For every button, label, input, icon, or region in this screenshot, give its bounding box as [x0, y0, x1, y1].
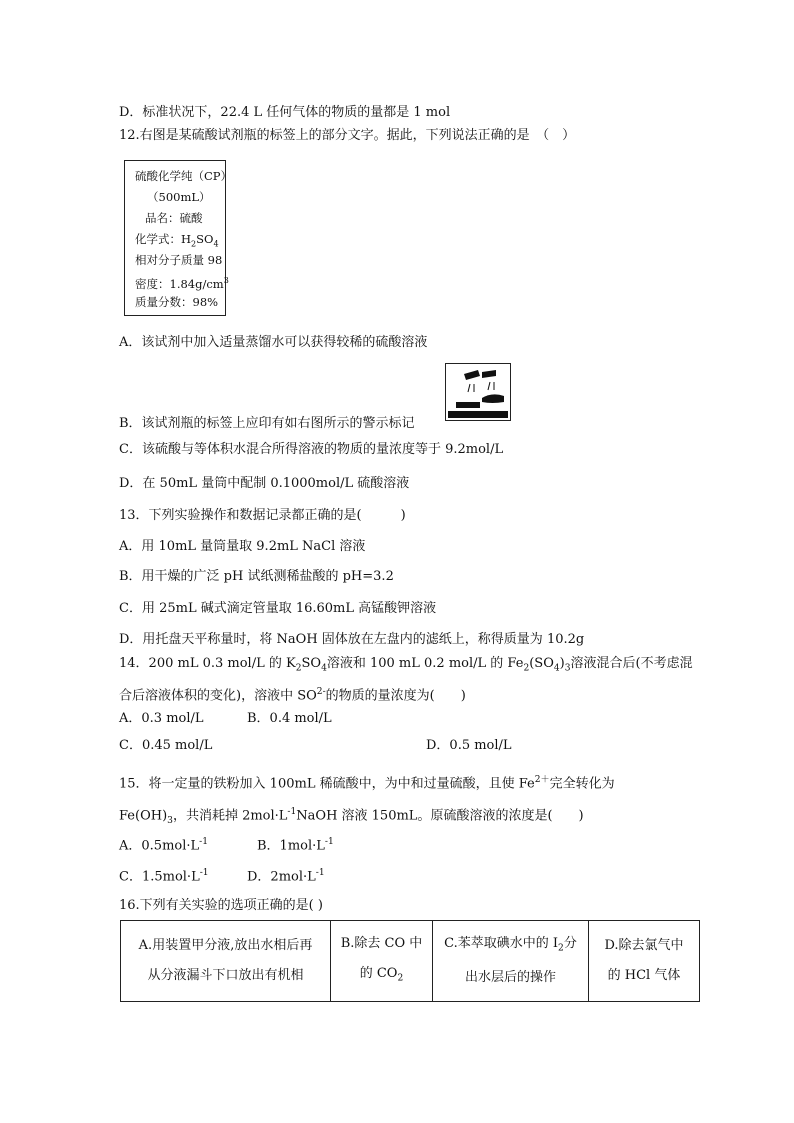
- q16-option-b-cell: B.除去 CO 中 的 $CO_2$: [331, 921, 433, 1002]
- corrosive-warning-icon: [445, 363, 511, 421]
- q16-options-table: [120, 920, 700, 1002]
- q15-option-b: B．$1mol\cdot L^{-1}$: [257, 837, 334, 854]
- question-14-line-2: 合后溶液体积的变化)，溶液中 $SO^{2-}$的物质的量浓度为( ): [119, 687, 466, 704]
- label-title: 硫酸化学纯（CP）: [135, 169, 233, 183]
- q14-option-b: B．0.4 mol/L: [247, 711, 332, 726]
- q12-option-c: C．该硫酸与等体积水混合所得溶液的物质的量浓度等于 9.2mol/L: [119, 442, 504, 457]
- label-molar-mass: 相对分子质量 98: [135, 253, 223, 267]
- q12-option-a: A．该试剂中加入适量蒸馏水可以获得较稀的硫酸溶液: [119, 335, 428, 350]
- q14-option-c: C．0.45 mol/L: [119, 738, 213, 753]
- q11-option-d: D．标准状况下，22.4 L 任何气体的物质的量都是 1 mol: [119, 105, 451, 120]
- q13-option-c: C．用 25mL 碱式滴定管量取 16.60mL 高锰酸钾溶液: [119, 601, 437, 616]
- acid-label-box: [124, 160, 233, 316]
- label-formula: 化学式：$H_2SO_4$: [135, 232, 219, 249]
- q13-option-d: D．用托盘天平称量时，将 NaOH 固体放在左盘内的滤纸上，称得质量为 10.2g: [119, 632, 585, 647]
- q12-option-d: D．在 50mL 量筒中配制 0.1000mol/L 硫酸溶液: [119, 476, 410, 491]
- q15-option-c: C．$1.5mol\cdot L^{-1}$: [119, 868, 209, 885]
- q13-option-a: A．用 10mL 量筒量取 9.2mL NaCl 溶液: [119, 539, 366, 554]
- label-density: 密度：$1.84g/cm^3$: [135, 276, 229, 291]
- q15-option-d: D．$2mol\cdot L^{-1}$: [247, 868, 325, 885]
- q16-option-d-cell: D.除去氯气中 的 HCl 气体: [589, 921, 700, 1002]
- q14-option-d: D．0.5 mol/L: [426, 738, 512, 753]
- q16-option-a-cell: A.用装置甲分液,放出水相后再 从分液漏斗下口放出有机相: [121, 921, 331, 1002]
- q15-option-a: A．$0.5mol\cdot L^{-1}$: [119, 837, 208, 854]
- question-14: 14．200 mL 0.3 mol/L 的 $K_2SO_4$溶液和 100 mL 0.2 mol/L 的 $Fe_2(SO_4)_3$溶液混合后(不考虑混: [119, 656, 693, 674]
- question-15: 15．将一定量的铁粉加入 100mL 稀硫酸中，为中和过量硫酸，且使 $Fe^{2+}$完全转化为: [119, 775, 615, 792]
- label-mass-fraction: 质量分数：98%: [135, 295, 219, 309]
- q16-option-c-cell: C.苯萃取碘水中的 $I_2$分 出水层后的操作: [433, 921, 589, 1002]
- q12-option-b: B．该试剂瓶的标签上应印有如右图所示的警示标记: [119, 416, 415, 431]
- question-12: 12.右图是某硫酸试剂瓶的标签上的部分文字。据此，下列说法正确的是 （ ）: [119, 128, 576, 143]
- question-15-line-2: $Fe(OH)_3$，共消耗掉 $2mol\cdot L^{-1}NaOH$ 溶液 150mL。原硫酸溶液的浓度是( ): [119, 807, 584, 826]
- question-16: 16.下列有关实验的选项正确的是( ): [119, 898, 323, 913]
- label-volume: （500mL）: [147, 190, 211, 204]
- label-name: 品名：硫酸: [145, 211, 203, 225]
- q14-option-a: A．0.3 mol/L: [119, 711, 204, 726]
- question-13: 13．下列实验操作和数据记录都正确的是( ): [119, 508, 406, 523]
- q13-option-b: B．用干燥的广泛 pH 试纸测稀盐酸的 pH=3.2: [119, 569, 394, 584]
